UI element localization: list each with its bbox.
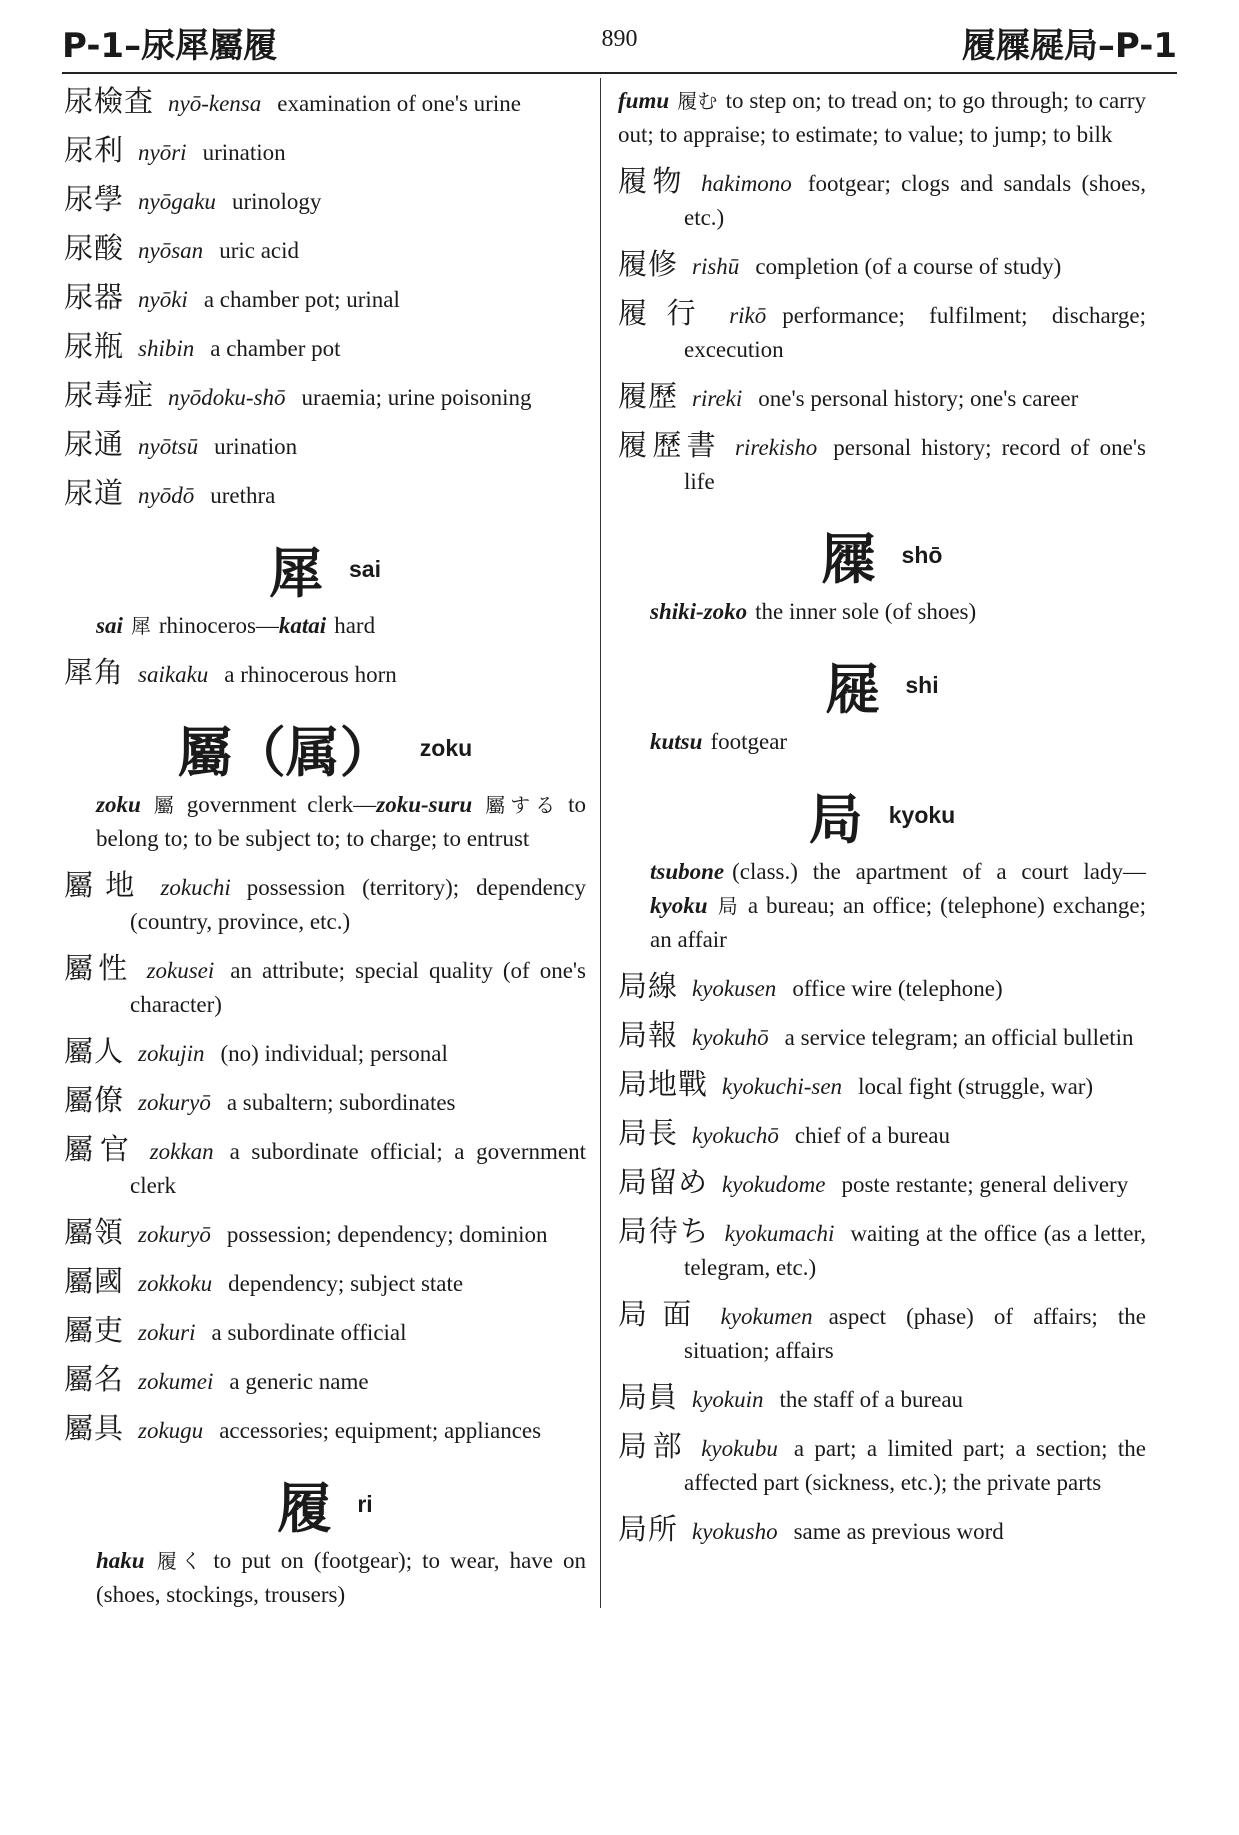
dictionary-entry	[618, 1165, 1146, 1202]
definition-sho	[618, 595, 1146, 629]
definition-text: footgear	[710, 729, 788, 754]
entry-definition: the staff of a bureau	[779, 1387, 964, 1412]
entry-definition: local fight (struggle, war)	[858, 1074, 1094, 1099]
inline-kanji: 履む	[677, 89, 718, 113]
entry-definition: performance; fulfilment; discharge; excecution	[684, 303, 1146, 362]
entry-reading: zokumei	[138, 1369, 214, 1394]
entry-kanji: 尿瓶	[64, 329, 125, 363]
heading-kanji: 犀	[269, 542, 323, 605]
entry-kanji: 屬吏	[64, 1313, 125, 1347]
entry-list	[64, 655, 586, 692]
entry-definition: a rhinocerous horn	[224, 662, 397, 687]
heading-kanji: 屧	[821, 528, 876, 591]
inline-kanji: 局	[715, 894, 740, 918]
dictionary-entry	[618, 1214, 1146, 1285]
entry-kanji: 局長	[618, 1116, 679, 1150]
entry-definition: poste restante; general delivery	[841, 1172, 1129, 1197]
reading-word: haku	[96, 1548, 145, 1573]
entry-reading: nyōtsū	[138, 434, 199, 459]
entry-definition: accessories; equipment; appliances	[219, 1418, 542, 1443]
definition-text: government clerk—	[186, 792, 377, 817]
heading-reading: shō	[901, 542, 943, 568]
entry-kanji: 局留め	[618, 1165, 709, 1199]
entry-definition: examination of one's urine	[277, 91, 521, 116]
definition-shi	[618, 725, 1146, 759]
entry-list	[618, 969, 1146, 1549]
definition-text: a bureau; an office; (telephone) exchange; an affair	[650, 893, 1146, 952]
entry-reading: kyokuin	[692, 1387, 764, 1412]
heading-reading: zoku	[419, 735, 473, 761]
entry-kanji: 履行	[618, 296, 716, 330]
entry-definition: a chamber pot	[210, 336, 341, 361]
entry-definition: footgear; clogs and sandals (shoes, etc.)	[684, 171, 1146, 230]
dictionary-entry	[64, 655, 586, 692]
entry-kanji: 局員	[618, 1380, 679, 1414]
entry-list	[618, 164, 1146, 499]
dictionary-entry	[618, 1380, 1146, 1417]
dictionary-entry	[618, 1067, 1146, 1104]
entry-reading: zokkoku	[138, 1271, 213, 1296]
entry-reading: zokkan	[149, 1139, 214, 1164]
entry-reading: zokuchi	[160, 875, 231, 900]
entry-definition: a subordinate official; a government clerk	[130, 1139, 586, 1198]
entry-definition: a generic name	[229, 1369, 369, 1394]
entry-reading: zokusei	[146, 958, 215, 983]
dictionary-entry	[64, 133, 586, 170]
dictionary-entry	[618, 1018, 1146, 1055]
dictionary-entry	[64, 1411, 586, 1448]
dictionary-entry	[64, 231, 586, 268]
section-heading-zoku	[64, 710, 586, 784]
header-rule	[62, 72, 1177, 74]
dictionary-entry	[618, 1297, 1146, 1368]
entry-reading: kyokuhō	[692, 1025, 769, 1050]
heading-kanji: 屣	[825, 658, 880, 721]
entry-definition: uraemia; urine poisoning	[301, 385, 532, 410]
reading-word: shiki-zoko	[650, 599, 748, 624]
inline-kanji: 履く	[152, 1549, 206, 1573]
left-column	[64, 84, 586, 1624]
entry-definition: aspect (phase) of affairs; the situation; affairs	[684, 1304, 1146, 1363]
entry-kanji: 履修	[618, 247, 679, 281]
header-right-guide: 履屧屣局–P-1	[961, 26, 1177, 66]
reading-word: zoku-suru	[376, 792, 473, 817]
dictionary-entry	[64, 1215, 586, 1252]
definition-text: the inner sole (of shoes)	[755, 599, 977, 624]
header-left-guide: P-1–尿犀屬履	[62, 26, 278, 66]
entry-kanji: 屬僚	[64, 1083, 125, 1117]
definition-fumu	[618, 84, 1146, 152]
entry-definition: a part; a limited part; a section; the affected part (sickness, etc.); the private parts	[684, 1436, 1146, 1495]
entry-reading: kyokumen	[720, 1304, 813, 1329]
entry-definition: urinology	[231, 189, 322, 214]
definition-kyoku	[618, 855, 1146, 957]
entry-reading: kyokuchi-sen	[722, 1074, 843, 1099]
entry-reading: rikō	[729, 303, 767, 328]
heading-reading: shi	[905, 672, 939, 698]
entry-kanji: 局報	[618, 1018, 679, 1052]
entry-definition: office wire (telephone)	[792, 976, 1003, 1001]
dictionary-entry	[64, 1132, 586, 1203]
dictionary-entry	[618, 164, 1146, 235]
entry-reading: nyōsan	[138, 238, 204, 263]
entry-kanji: 尿通	[64, 427, 125, 461]
definition-sai	[64, 609, 586, 643]
page-header	[62, 18, 1177, 68]
entry-kanji: 局所	[618, 1512, 679, 1546]
section-heading-ri	[64, 1466, 586, 1540]
dictionary-entry	[618, 1512, 1146, 1549]
entry-reading: saikaku	[138, 662, 209, 687]
definition-text: rhinoceros—	[158, 613, 279, 638]
entry-definition: personal history; record of one's life	[684, 435, 1146, 494]
entry-reading: kyokusen	[692, 976, 777, 1001]
definition-text: (class.) the apartment of a court lady—	[732, 859, 1146, 884]
entry-definition: urination	[202, 140, 286, 165]
entry-kanji: 屬領	[64, 1215, 125, 1249]
entry-definition: possession (territory); dependency (country, province, etc.)	[130, 875, 586, 934]
heading-kanji: 履	[277, 1477, 332, 1540]
entry-reading: rirekisho	[735, 435, 818, 460]
dictionary-entry	[64, 1034, 586, 1071]
entry-reading: shibin	[138, 336, 195, 361]
entry-kanji: 尿學	[64, 182, 125, 216]
dictionary-entry	[64, 1083, 586, 1120]
reading-word: zoku	[96, 792, 141, 817]
entry-reading: zokuryō	[138, 1222, 211, 1247]
entry-reading: nyōdoku-shō	[168, 385, 286, 410]
reading-word: fumu	[618, 88, 670, 113]
dictionary-entry	[618, 296, 1146, 367]
entry-kanji: 局待ち	[618, 1214, 711, 1248]
entry-kanji: 尿檢査	[64, 84, 155, 118]
dictionary-entry	[64, 476, 586, 513]
entry-reading: nyōdō	[138, 483, 195, 508]
dictionary-entry	[618, 247, 1146, 284]
entry-definition: a service telegram; an official bulletin	[784, 1025, 1134, 1050]
inline-kanji: 屬する	[480, 793, 561, 817]
entry-kanji: 尿毒症	[64, 378, 155, 412]
entry-reading: zokuryō	[138, 1090, 211, 1115]
entry-kanji: 尿利	[64, 133, 125, 167]
entry-reading: zokujin	[138, 1041, 205, 1066]
entry-kanji: 屬名	[64, 1362, 125, 1396]
section-heading-sai	[64, 531, 586, 605]
heading-reading: ri	[357, 1491, 373, 1517]
entry-reading: zokuri	[138, 1320, 196, 1345]
reading-word: kyoku	[650, 893, 708, 918]
entry-kanji: 履物	[618, 164, 688, 198]
column-divider	[600, 78, 601, 1608]
entry-definition: urination	[214, 434, 298, 459]
entry-definition: an attribute; special quality (of one's character)	[130, 958, 586, 1017]
section-heading-kyoku	[618, 777, 1146, 851]
entry-definition: urethra	[210, 483, 276, 508]
dictionary-entry	[64, 1313, 586, 1350]
entry-reading: kyokusho	[692, 1519, 778, 1544]
entry-kanji: 局面	[618, 1297, 707, 1331]
entry-definition: same as previous word	[793, 1519, 1004, 1544]
dictionary-entry	[64, 427, 586, 464]
entry-reading: nyōki	[138, 287, 188, 312]
entry-reading: kyokuchō	[692, 1123, 779, 1148]
dictionary-entry	[618, 969, 1146, 1006]
entry-kanji: 尿器	[64, 280, 125, 314]
entry-reading: rishū	[692, 254, 740, 279]
inline-kanji: 屬	[148, 793, 179, 817]
entry-kanji: 屬地	[64, 868, 147, 902]
entry-kanji: 履歷	[618, 379, 679, 413]
entry-definition: possession; dependency; dominion	[226, 1222, 548, 1247]
definition-text: to belong to; to be subject to; to charge; to entrust	[96, 792, 586, 851]
dictionary-entry	[618, 379, 1146, 416]
heading-kanji: 屬（属）	[177, 721, 394, 784]
entry-reading: nyō-kensa	[168, 91, 262, 116]
entry-list	[64, 84, 586, 513]
dictionary-entry	[64, 84, 586, 121]
dictionary-entry	[64, 1264, 586, 1301]
entry-reading: rireki	[692, 386, 743, 411]
entry-reading: kyokubu	[701, 1436, 778, 1461]
entry-reading: nyōgaku	[138, 189, 216, 214]
entry-reading: kyokudome	[722, 1172, 826, 1197]
reading-word: tsubone	[650, 859, 725, 884]
entry-definition: uric acid	[219, 238, 300, 263]
reading-word: sai	[96, 613, 123, 638]
entry-kanji: 局線	[618, 969, 679, 1003]
entry-definition: one's personal history; one's career	[758, 386, 1079, 411]
dictionary-entry	[618, 1429, 1146, 1500]
entry-definition: dependency; subject state	[228, 1271, 464, 1296]
reading-word: kutsu	[650, 729, 703, 754]
definition-text: hard	[334, 613, 376, 638]
entry-kanji: 局部	[618, 1429, 688, 1463]
entry-kanji: 屬人	[64, 1034, 125, 1068]
entry-kanji: 尿道	[64, 476, 125, 510]
heading-reading: sai	[349, 556, 381, 582]
heading-kanji: 局	[808, 788, 863, 851]
dictionary-entry	[64, 951, 586, 1022]
dictionary-entry	[64, 329, 586, 366]
page-number: 890	[601, 26, 638, 52]
definition-text: to step on; to tread on; to go through; to carry out; to appraise; to estimate; to value; to jump; to bilk	[618, 88, 1146, 147]
entry-definition: a subordinate official	[211, 1320, 407, 1345]
section-heading-shi	[618, 647, 1146, 721]
entry-definition: completion (of a course of study)	[755, 254, 1062, 279]
entry-kanji: 局地戰	[618, 1067, 709, 1101]
dictionary-entry	[64, 280, 586, 317]
entry-kanji: 犀角	[64, 655, 125, 689]
section-heading-sho	[618, 517, 1146, 591]
entry-list	[64, 868, 586, 1448]
entry-definition: a chamber pot; urinal	[203, 287, 400, 312]
entry-kanji: 尿酸	[64, 231, 125, 265]
entry-definition: chief of a bureau	[794, 1123, 951, 1148]
entry-definition: (no) individual; personal	[220, 1041, 448, 1066]
dictionary-entry	[618, 428, 1146, 499]
heading-reading: kyoku	[888, 802, 956, 828]
entry-reading: kyokumachi	[724, 1221, 835, 1246]
right-column	[618, 84, 1146, 1561]
entry-kanji: 屬國	[64, 1264, 125, 1298]
entry-kanji: 屬官	[64, 1132, 136, 1166]
dictionary-entry	[618, 1116, 1146, 1153]
reading-word: katai	[278, 613, 327, 638]
definition-ri	[64, 1544, 586, 1612]
dictionary-entry	[64, 1362, 586, 1399]
entry-reading: nyōri	[138, 140, 187, 165]
entry-kanji: 屬性	[64, 951, 133, 985]
entry-definition: a subaltern; subordinates	[226, 1090, 456, 1115]
dictionary-entry	[64, 182, 586, 219]
entry-kanji: 履歷書	[618, 428, 722, 462]
dictionary-entry	[64, 378, 586, 415]
entry-definition: waiting at the office (as a letter, telegram, etc.)	[684, 1221, 1146, 1280]
entry-reading: zokugu	[138, 1418, 204, 1443]
inline-kanji: 犀	[130, 614, 151, 638]
entry-kanji: 屬具	[64, 1411, 125, 1445]
entry-reading: hakimono	[701, 171, 792, 196]
definition-text: to put on (footgear); to wear, have on (shoes, stockings, trousers)	[96, 1548, 587, 1607]
definition-zoku	[64, 788, 586, 856]
dictionary-entry	[64, 868, 586, 939]
